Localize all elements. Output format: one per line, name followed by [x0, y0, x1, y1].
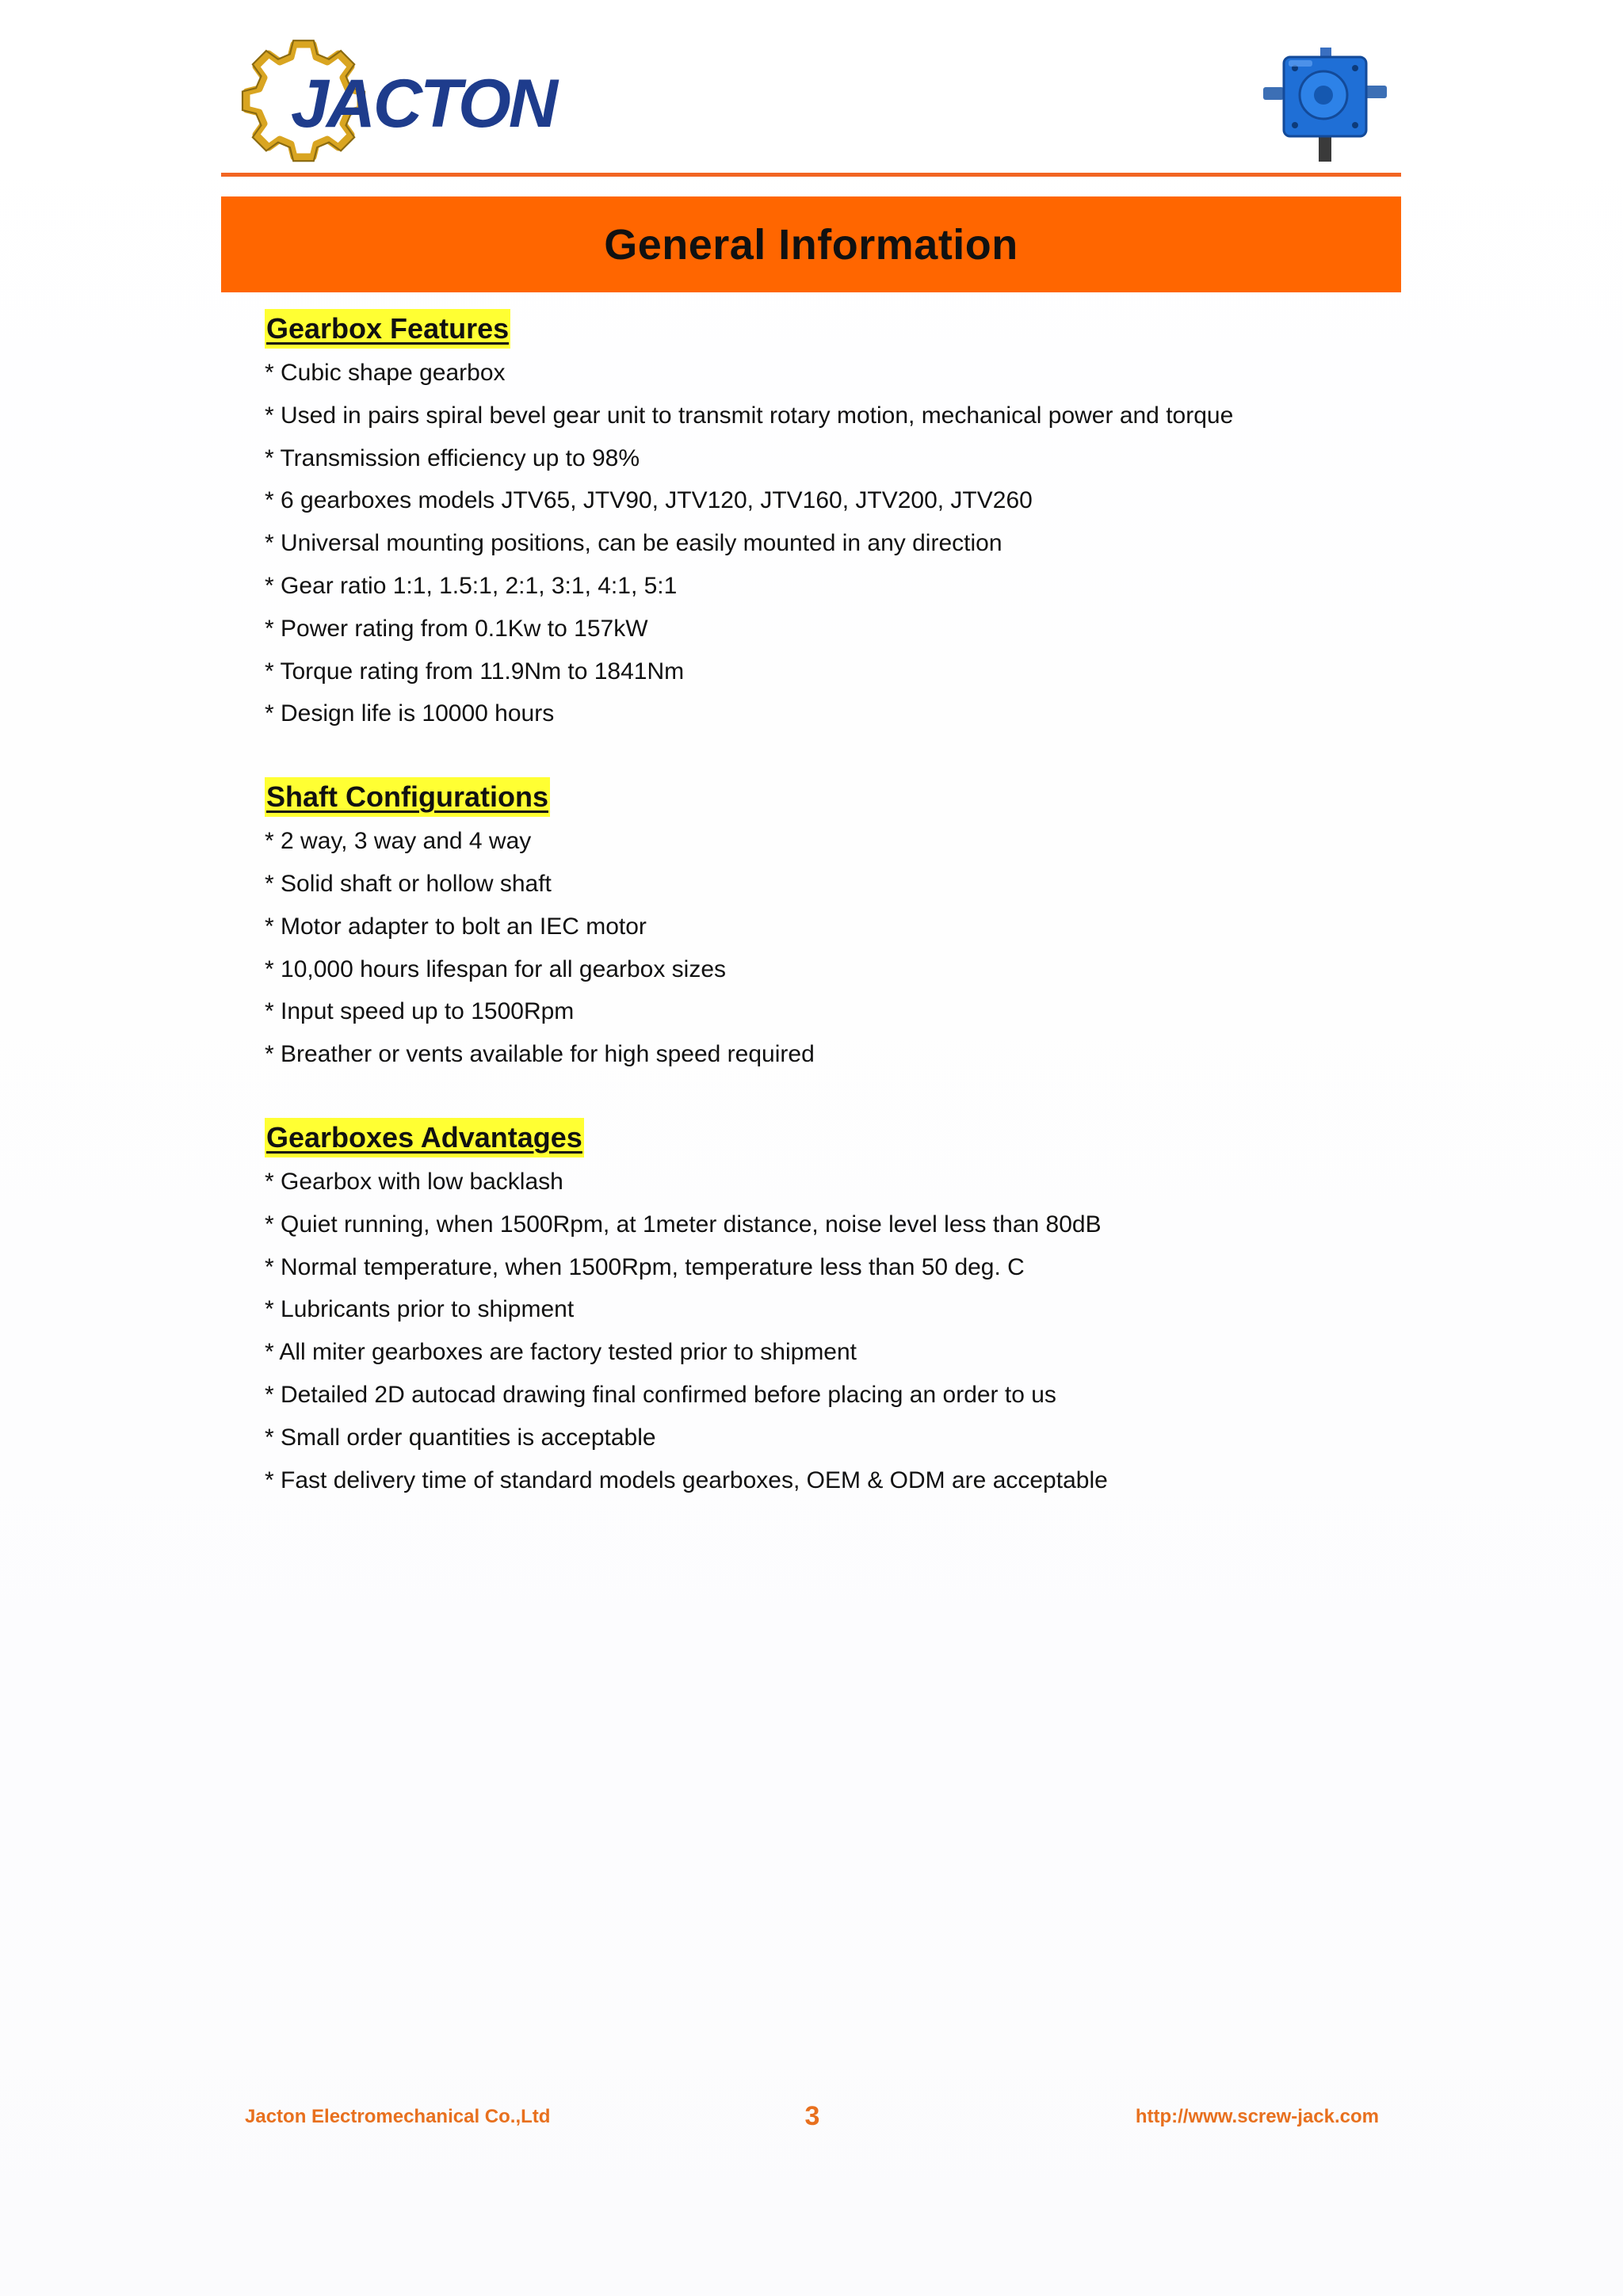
list-item: * Gearbox with low backlash: [265, 1168, 563, 1195]
footer-url-link[interactable]: http://www.screw-jack.com: [1135, 2106, 1379, 2127]
list-item: * Gear ratio 1:1, 1.5:1, 2:1, 3:1, 4:1, 5:1: [265, 572, 678, 599]
list-item: * Input speed up to 1500Rpm: [265, 998, 575, 1025]
gearbox-illustration: [1260, 46, 1395, 165]
list-item: * Breather or vents available for high speed required: [265, 1041, 815, 1068]
list-item: * 6 gearboxes models JTV65, JTV90, JTV120, JTV160, JTV200, JTV260: [265, 487, 1033, 514]
jacton-logo: [242, 33, 556, 168]
main-content: [265, 309, 1374, 1501]
list-item: * Universal mounting positions, can be easily mounted in any direction: [265, 530, 1002, 557]
list-item: * Lubricants prior to shipment: [265, 1296, 575, 1323]
list-item: * Used in pairs spiral bevel gear unit to transmit rotary motion, mechanical power and torque: [265, 402, 1234, 429]
page-title: General Information: [604, 220, 1018, 269]
section-gearbox-features: [265, 309, 1374, 735]
list-item: * Transmission efficiency up to 98%: [265, 444, 640, 471]
list-item: * Torque rating from 11.9Nm to 1841Nm: [265, 658, 685, 685]
header-divider: [221, 173, 1401, 177]
section-heading: Gearboxes Advantages: [265, 1118, 584, 1158]
section-heading: Gearbox Features: [265, 309, 510, 349]
section-shaft-configurations: [265, 777, 1374, 1076]
section-heading: Shaft Configurations: [265, 777, 550, 817]
logo-wordmark: JACTON: [291, 66, 556, 142]
gearbox-product-image: [1260, 46, 1395, 165]
list-item: * Fast delivery time of standard models gearboxes, OEM & ODM are acceptable: [265, 1466, 1108, 1493]
list-item: * Solid shaft or hollow shaft: [265, 870, 552, 897]
list-item: * Detailed 2D autocad drawing final confirmed before placing an order to us: [265, 1381, 1056, 1408]
page-number: 3: [804, 2101, 820, 2131]
list-item: * 10,000 hours lifespan for all gearbox sizes: [265, 955, 727, 982]
jacton-logo-graphic: [242, 33, 556, 168]
list-item: * Small order quantities is acceptable: [265, 1424, 656, 1451]
list-item: * Power rating from 0.1Kw to 157kW: [265, 615, 648, 642]
footer-company: Jacton Electromechanical Co.,Ltd: [245, 2106, 551, 2127]
section-gearboxes-advantages: [265, 1118, 1374, 1501]
list-item: * Design life is 10000 hours: [265, 700, 555, 727]
list-item: * Motor adapter to bolt an IEC motor: [265, 913, 647, 940]
list-item: * 2 way, 3 way and 4 way: [265, 828, 532, 855]
list-item: * Quiet running, when 1500Rpm, at 1meter distance, noise level less than 80dB: [265, 1211, 1102, 1238]
title-banner: [221, 196, 1401, 292]
list-item: * Normal temperature, when 1500Rpm, temperature less than 50 deg. C: [265, 1253, 1025, 1280]
list-item: * All miter gearboxes are factory tested prior to shipment: [265, 1339, 857, 1366]
list-item: * Cubic shape gearbox: [265, 360, 506, 386]
